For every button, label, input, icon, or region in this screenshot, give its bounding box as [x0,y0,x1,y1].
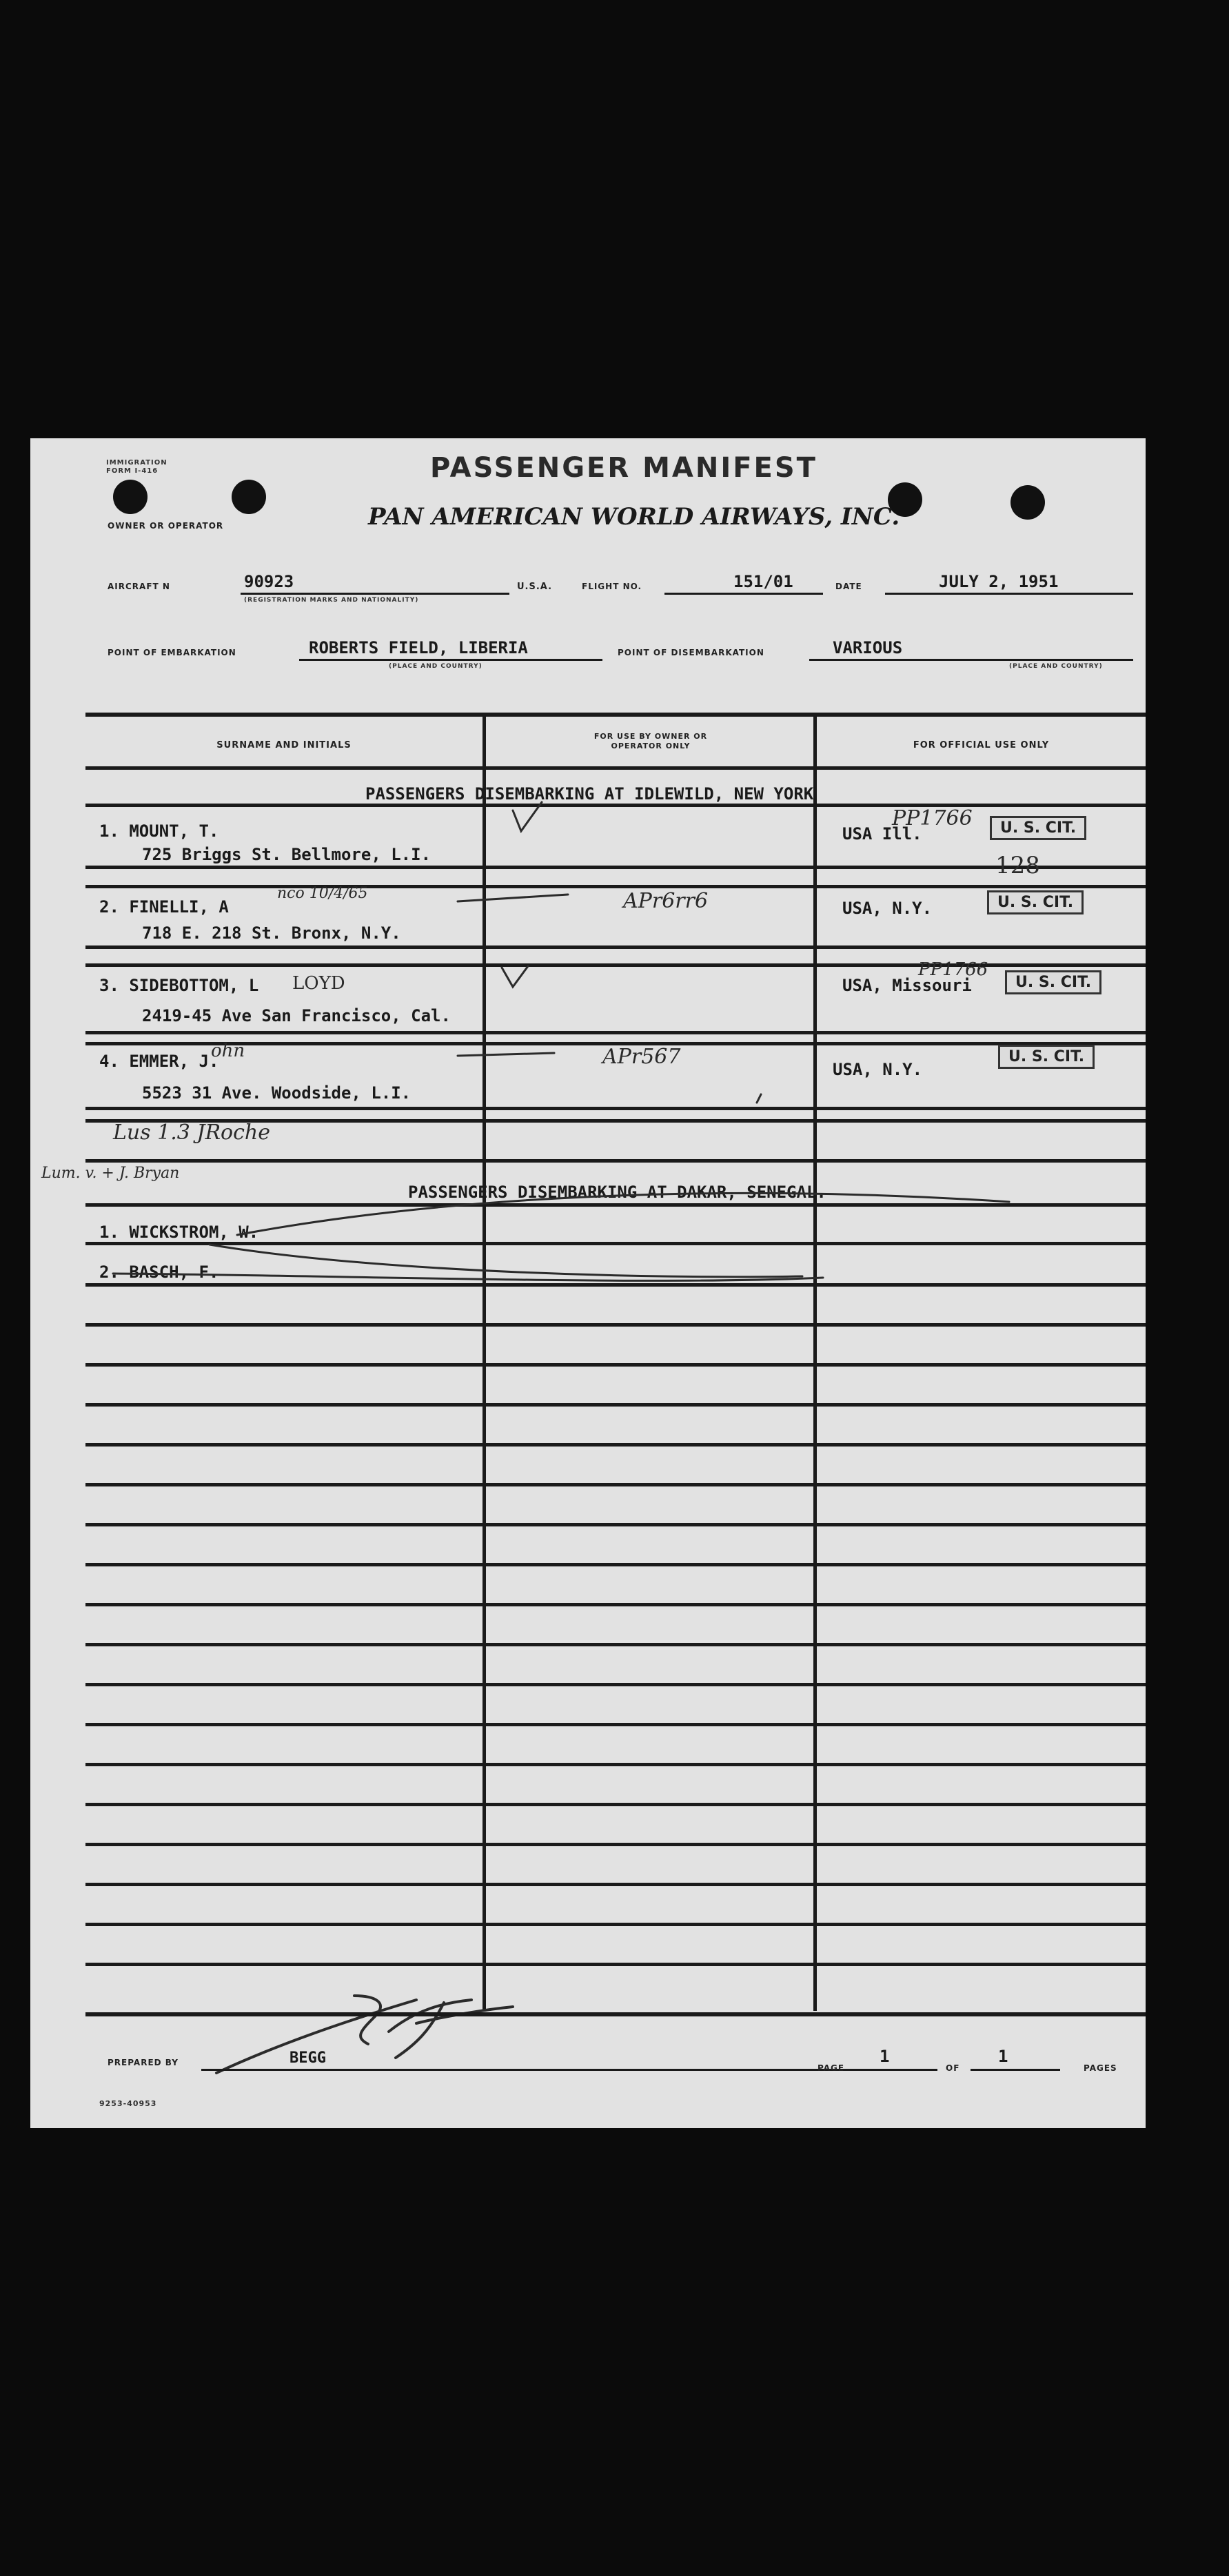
row-rule [85,945,1146,949]
row-rule [85,1242,1146,1245]
date-underline [885,593,1133,595]
row-rule [85,1963,1146,1966]
row-rule [85,1283,1146,1287]
manifest-sheet [30,438,1146,2128]
passenger-3-name: 3. SIDEBOTTOM, L [99,976,259,995]
footer-top-rule [85,2012,1146,2016]
row-rule [85,1159,1146,1163]
passenger-3-stamp: U. S. CIT. [1005,970,1101,994]
col-header-owner-use: FOR USE BY OWNER OR OPERATOR ONLY [593,732,708,750]
row-rule [85,1563,1146,1566]
row-rule [85,1763,1146,1766]
disembark-underline [809,659,1133,661]
section-heading-dakar: PASSENGERS DISEMBARKING AT DAKAR, SENEGAL. [408,1183,826,1202]
passenger-1-name: 1. MOUNT, T. [99,821,219,841]
signature-begg [216,1996,513,2073]
passenger-2-stamp: U. S. CIT. [987,890,1084,914]
owner-label: OWNER OR OPERATOR [108,521,224,531]
passenger-1-address: 725 Briggs St. Bellmore, L.I. [142,845,431,864]
passenger-1-stamp: U. S. CIT. [990,816,1086,840]
punch-hole-left-2 [232,480,266,514]
disembark-sub: (PLACE AND COUNTRY) [1009,663,1103,670]
row-rule [85,1523,1146,1526]
company-name: PAN AMERICAN WORLD AIRWAYS, INC. [368,503,900,531]
checkmark-2 [458,895,568,901]
passenger-2-note: APr6rr6 [623,889,709,913]
punch-hole-left-1 [113,480,148,514]
punch-hole-right-2 [1010,485,1045,520]
table-top-rule [85,713,1146,717]
form-number: 9253-40953 [99,2099,157,2108]
row-rule [85,1443,1146,1447]
form-code: IMMIGRATION FORM I-416 [106,459,167,475]
embark-sub: (PLACE AND COUNTRY) [389,663,483,670]
row-rule [85,1203,1146,1207]
disembark-label: POINT OF DISEMBARKATION [618,648,764,657]
passenger-1-official: USA Ill. [842,824,922,844]
checkmark-3 [502,966,528,987]
passenger-4-address: 5523 31 Ave. Woodside, L.I. [142,1083,412,1103]
row-rule [85,1923,1146,1926]
passenger-3-address: 2419-45 Ave San Francisco, Cal. [142,1006,451,1025]
row-rule [85,1803,1146,1806]
row-rule [85,804,1146,807]
row-rule [85,1107,1146,1110]
row-rule [85,1603,1146,1606]
embark-underline [299,659,602,661]
aircraft-label: AIRCRAFT N [108,582,170,591]
column-divider-2 [813,714,817,2011]
row-rule [85,1643,1146,1646]
prepared-underline [201,2069,891,2071]
row-rule [85,1363,1146,1367]
page-title: PASSENGER MANIFEST [430,452,817,484]
row-rule [85,866,1146,869]
row-rule [85,1323,1146,1327]
aircraft-sub: (REGISTRATION MARKS AND NATIONALITY) [244,597,419,604]
row-rule [85,766,1146,770]
col-header-official-use: FOR OFFICIAL USE ONLY [913,740,1050,750]
passenger-4-note: APr567 [602,1045,681,1069]
embark-label: POINT OF EMBARKATION [108,648,236,657]
passenger-5-name: 1. WICKSTROM, W. [99,1223,259,1242]
row-rule [85,1843,1146,1846]
of-value: 1 [998,2047,1008,2066]
aircraft-value: 90923 [244,572,294,591]
passenger-2-name: 2. FINELLI, A [99,897,229,917]
hand-note-1: Lus 1.3 JRoche [113,1121,270,1145]
section-heading-idlewild: PASSENGERS DISEMBARKING AT IDLEWILD, NEW YORK [365,784,814,804]
crossout-basch-2 [113,1274,823,1280]
passenger-2-hand: nco 10/4/65 [277,885,368,902]
row-rule [85,1883,1146,1886]
mark-4b [757,1094,761,1103]
checkmark-4 [458,1053,554,1056]
passenger-1-note: PP1766 [892,806,973,830]
column-divider-1 [483,714,486,2011]
row-rule [85,1483,1146,1486]
passenger-4-stamp: U. S. CIT. [998,1045,1095,1069]
flight-value: 151/01 [733,572,793,591]
row-rule [85,1723,1146,1726]
date-value: JULY 2, 1951 [939,572,1059,591]
page-value: 1 [880,2047,890,2066]
of-underline [971,2069,1060,2071]
passenger-6-name: 2. BASCH, F. [99,1263,219,1282]
date-label: DATE [835,582,862,591]
passenger-4-official: USA, N.Y. [833,1060,923,1079]
passenger-4-hand: ohn [211,1041,245,1061]
passenger-2-official: USA, N.Y. [842,899,933,918]
pages-label: PAGES [1084,2063,1117,2073]
flight-underline [664,593,823,595]
row-rule [85,1031,1146,1034]
passenger-3-hand: LOYD [292,973,345,994]
passenger-3-note: PP1766 [918,959,988,980]
passenger-3-official: USA, Missouri [842,976,972,995]
row-rule [85,1683,1146,1686]
row-rule [85,885,1146,888]
disembark-value: VARIOUS [833,638,903,657]
col-header-surname: SURNAME AND INITIALS [216,740,352,750]
page-label: PAGE [817,2063,845,2073]
passenger-2-address: 718 E. 218 St. Bronx, N.Y. [142,923,401,943]
passenger-4-name: 4. EMMER, J. [99,1052,219,1071]
page-underline [855,2069,937,2071]
annotation-128: 128 [995,852,1040,879]
crossout-basch [210,1245,802,1277]
embark-value: ROBERTS FIELD, LIBERIA [309,638,528,657]
aircraft-underline [241,593,509,595]
of-label: OF [946,2063,960,2073]
prepared-label: PREPARED BY [108,2058,179,2067]
hand-note-2: Lum. v. + J. Bryan [41,1165,180,1182]
flight-label: FLIGHT NO. [582,582,642,591]
usa-label: U.S.A. [517,582,553,592]
prepared-value: BEGG [290,2049,326,2067]
row-rule [85,1403,1146,1407]
